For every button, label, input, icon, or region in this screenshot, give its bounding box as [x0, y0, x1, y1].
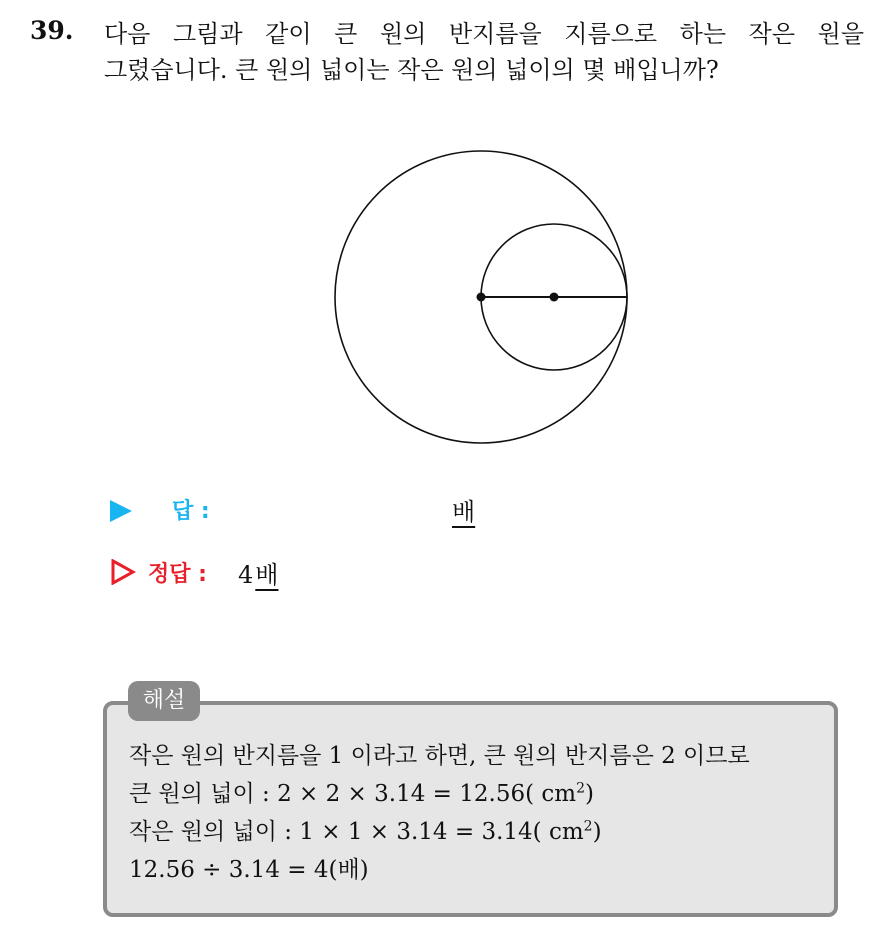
correct-answer-label: 정답 : — [148, 562, 207, 587]
correct-answer-value — [238, 555, 278, 590]
outline-play-icon — [110, 559, 136, 585]
explanation-body — [129, 737, 750, 889]
correct-answer-row — [110, 555, 610, 595]
explanation-line-3-close: ) — [592, 819, 602, 845]
question-line-2: 그렸습니다. 큰 원의 넓이는 작은 원의 넓이의 몇 배입니까? — [104, 56, 719, 84]
explanation-line-2 — [129, 775, 750, 813]
correct-answer-unit: 배 — [255, 561, 279, 589]
explanation-line-1: 작은 원의 반지름을 1 이라고 하면, 큰 원의 반지름은 2 이므로 — [129, 743, 750, 769]
question-number: 39. — [30, 16, 74, 45]
explanation-line-3-text: 작은 원의 넓이 : 1 × 1 × 3.14 = 3.14( cm — [129, 819, 584, 845]
question-text — [104, 16, 864, 88]
explanation-line-4: 12.56 ÷ 3.14 = 4(배) — [129, 857, 369, 883]
question-line-1: 다음 그림과 같이 큰 원의 반지름을 지름으로 하는 작은 원을 — [104, 20, 864, 48]
explanation-box — [103, 701, 838, 917]
answer-unit: 배 — [452, 498, 476, 526]
explanation-line-3 — [129, 813, 750, 851]
small-center-point — [550, 293, 559, 302]
large-center-point — [477, 293, 486, 302]
explanation-line-2-exponent: 2 — [576, 780, 585, 797]
circle-figure — [330, 146, 640, 456]
answer-label: 답 : — [172, 499, 210, 524]
explanation-tag: 해설 — [128, 681, 200, 721]
play-icon — [110, 500, 132, 522]
explanation-line-2-close: ) — [584, 781, 594, 807]
correct-answer-number: 4 — [238, 561, 254, 589]
explanation-line-2-text: 큰 원의 넓이 : 2 × 2 × 3.14 = 12.56( cm — [129, 781, 577, 807]
answer-row — [110, 492, 610, 532]
explanation-line-3-exponent: 2 — [583, 818, 593, 835]
